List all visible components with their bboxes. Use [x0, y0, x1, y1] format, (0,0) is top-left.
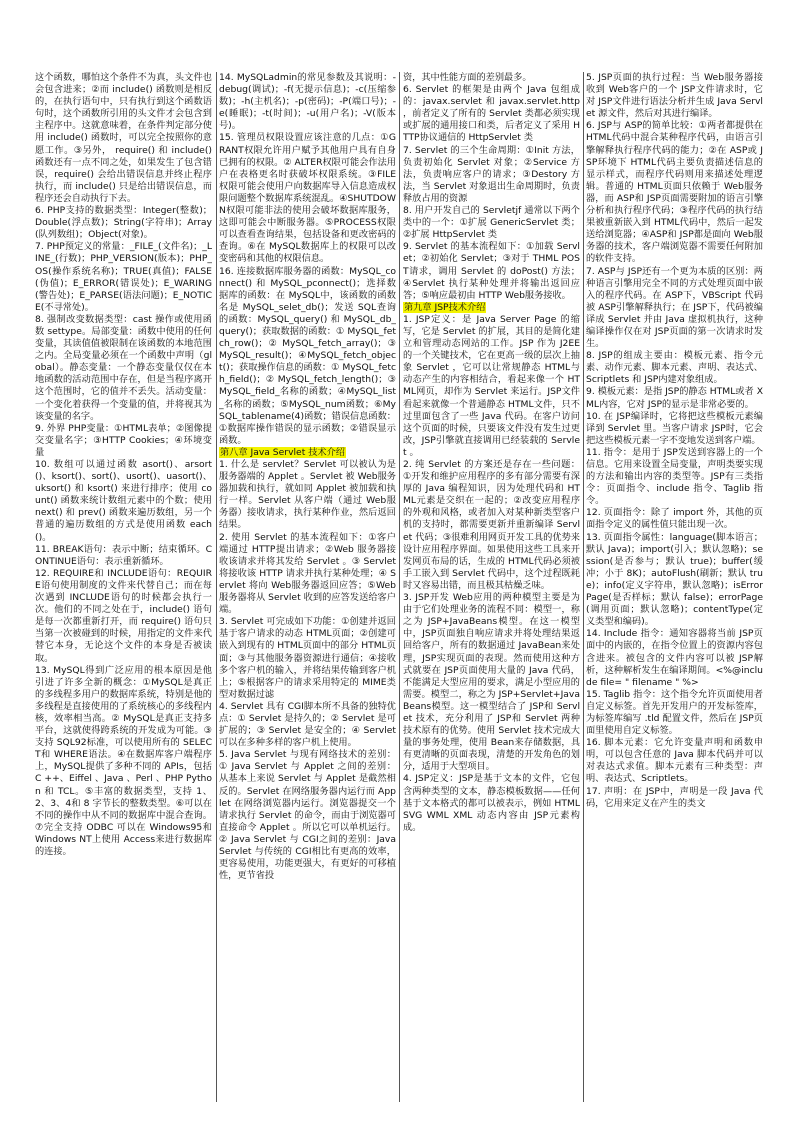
column-divider	[216, 72, 217, 1102]
paragraph: 16. 脚本元素：它允许变量声明和函数申明，可以包含任意的 Java 脚本代码并可以对表达式求值。脚本元素有三种类型：声明、表达式、Scriptlets。	[586, 737, 763, 785]
paragraph: 1. JSP定义：是 Java Server Page 的缩写，它是 Servlet 的扩展，其目的是简化建立和管理动态网站的工作。JSP 作为 J2EE的一个关键技术，它在更高一级的层次上抽象 Servlet ，它可以让常规静态 HTML与动态产生的内容相结合，看起来像一个 HTML网页，却作为 Servlet 来运行。JSP文件看起来就像一个普通静态 HTML文件，只不过里面包含了一些 Java 代码。在客户访问这个页面的时候，只要该文件没有发生过更改，JSP引擎就直接调用已经装载的 Servlet 。	[403, 313, 580, 458]
paragraph: 资，其中性能方面的差别最多。	[403, 72, 532, 83]
paragraph: 10. 数组可以通过函数 asort()、arsort()、ksort()、sort()、usort()、uasort()、uksort() 和 ksort() 来进行排序；使用 count() 函数来统计数组元素中的个数；使用 next() 和 prev() 函数来遍历数组，另一个普通的遍历数组的方式是使用函数 each()。	[35, 459, 212, 543]
paragraph: 14. Include 指令：通知容器将当前 JSP页面中的内嵌的，在指令位置上的资源内容包含进来。被包含的文件内容可以被 JSP解析，这种解析发生在编译期间。<%@include file= " filename " %>	[586, 628, 763, 688]
paragraph: 11. 指令：是用于 JSP发送到容器上的一个信息。它用来设置全局变量，声明类要实现的方法和输出内容的类型等。JSP有三类指令：页面指令、include 指令、Taglib 指令。	[586, 446, 763, 507]
paragraph: 7. Servlet 的三个生命周期：①Init 方法，负责初始化 Servlet 对象；②Service 方法，负责响应客户的请求；③Destory 方法，当 Servlet 对象退出生命周期时，负责释放占用的资源	[403, 144, 580, 204]
paragraph: 14. MySQLadmin的常见参数及其说明：-debug(调试)；-f(无提示信息)；-c(压缩参数)；-h(主机名)；-p(密码)；-P(端口号)；-e(睡眠)；-t(时间)；-u(用户名)；-V(版本号)。	[219, 72, 396, 132]
paragraph: 15. Taglib 指令：这个指令允许页面使用者自定义标签。首先开发用户的开发标签库，为标签库编写 .tld 配置文件，然后在 JSP页面里使用自定义标签。	[586, 688, 763, 737]
paragraph: 3. Servlet 可完成如下功能：①创建并返回基于客户请求的动态 HTML页面；②创建可嵌入到现有的 HTML页面中的部分 HTML页面；③与其他服务器资源进行通信；④接收多个客户机的输入，并将结果传输到客户机上；⑤根据客户的请求采用特定的 MIME类型对数据过滤	[219, 616, 396, 700]
paragraph: 17. 声明：在 JSP中，声明是一段 Java 代码，它用来定义在产生的类文	[586, 785, 763, 809]
paragraph: 6. PHP支持的数据类型：Integer(整数)；Double(浮点数)；String(字符串)；Array(队列数组)；Object(对象)。	[35, 205, 212, 241]
paragraph: 2. 纯 Servlet 的方案还是存在一些问题：①开发和维护应用程序的多有部分需要有深厚的 Java 编程知识，因为处理代码和 HTML元素是交织在一起的；②改变应用程序的外观和风格，或者加入对某种新类型客户机的支持时，都需要更新并重新编译 Servlet 代码；③很难利用网页开发工具的优势来设计应用程序界面。如果使用这些工具来开发网页布局的话，生成的 HTML代码必须被手工嵌入到 Servlet 代码中，这个过程既耗时又容易出错，而且极其枯燥乏味。	[403, 459, 580, 591]
paragraph: 3. JSP开发 Web应用的两种模型主要是为由于它们处理业务的流程不同：模型一，称之为 JSP+JavaBeans模型。在这一模型中，JSP页面独自响应请求并将处理结果返回给客户，所有的数据通过 JavaBean来处理，JSP实现页面的表现。然而使用这种方式就要在 JSP页面使用大量的 Java 代码，不能满足大型应用的要求，满足小型应用的需要。模型二，称之为 JSP+Servlet+JavaBeans模型。这一模型结合了 JSP和 Servlet 技术，充分利用了 JSP和 Servlet 两种技术原有的优势。使用 Servlet 技术完成大量的事务处理，使用 Bean来存储数据，具有更清晰的页面表现，清楚的开发角色的划分，适用于大型项目。	[403, 592, 580, 773]
paragraph: 6. Servlet 的框架是由两个 Java 包组成的：javax.servlet 和 javax.servlet.http ，前者定义了所有的 Servlet 类都必须实现或扩展的通用接口和类，后者定义了采用 HTTP协议通信的 HttpServlet 类	[403, 84, 580, 144]
paragraph: 12. 页面指令：除了 import 外，其他的页面指令定义的属性值只能出现一次。	[586, 507, 763, 531]
paragraph: 7. ASP与 JSP还有一个更为本质的区别：两种语言引擎用完全不同的方式处理页面中嵌入的程序代码。在 ASP下，VBScript 代码被 ASP引擎解释执行；在 JSP下，代码被编译成 Servlet 并由 Java 虚拟机执行，这种编译操作仅在对 JSP页面的第一次请求时发生。	[586, 265, 763, 350]
paragraph: 9. 外界 PHP变量：①HTML表单；②图像提交变量名字；③HTTP Cookies；④环境变量	[35, 422, 212, 458]
section-heading: 第八章 Java Servlet 技术介绍	[220, 446, 345, 458]
paragraph: 8. 强制改变数据类型：cast 操作或使用函数 settype。局部变量：函数中使用的任何变量，其读值值被限制在该函数的本地范围之内。全局变量必须在一个函数中声明（global）。静态变量：一个静态变量仅仅在本地函数的活动范围中存在，但是当程序离开这个范围时，它的值并不丢失。活动变量：一个变化着获得一个变量的值，并将视其为该变量的名字。	[35, 313, 212, 422]
paragraph: 7. PHP预定义的常量：_FILE_(文件名)；_LINE_(行数)；PHP_VERSION(版本)；PHP_OS(操作系统名称)；TRUE(真值)；FALSE(伪值)；E_ERROR(错误处)；E_WARING(警告处)；E_PARSE(语法问题)；E_NOTICE(不寻常处)。	[35, 241, 212, 313]
paragraph: 4. JSP定义：JSP是基于文本的文件，它包含两种类型的文本，静态模板数据——任何基于文本格式的都可以被表示，例如 HTML SVG WML XML 动态内容由 JSP元素构成。	[403, 773, 580, 833]
paragraph: 13. 页面指令属性：language(脚本语言；默认 Java)；import(引入；默认忽略)；session(是否参与；默认 true)；buffer(缓冲；小于 8K)；autoFlush(刷新；默认 true)；info(定义字符串，默认忽略)；isErrorPage(是否样标；默认 false)；errorPage(调用页面；默认忽略)；contentType(定义类型和编码)。	[586, 531, 763, 628]
column-1	[35, 72, 212, 1112]
paragraph: 4. Servlet 具有 CGI脚本所不具备的独特优点：① Servlet 是持久的；② Servlet 是可扩展的；③ Servlet 是安全的；④ Servlet 可以在多种多样的客户机上使用。	[219, 700, 396, 749]
paragraph: 5. JSP页面的执行过程：当 Web服务器接收到 Web客户的一个 JSP文件请求时，它对 JSP文件进行语法分析并生成 Java Servlet 源文件，然后对其进行编译。	[586, 72, 763, 120]
column-divider	[583, 72, 584, 1102]
paragraph: 12. REQUIRE和 INCLUDE语句：REQUIRE语句使用制度的文件来代替自己；而在每次遇到 INCLUDE语句的时候都会执行一次。他们的不同之处在于，include() 语句是每一次都重新打开，而 require() 语句只当第一次被碰到的时候，用指定的文件来代替它本身，无论这个文件的本身是否被读取。	[35, 567, 212, 664]
column-divider	[399, 72, 400, 1102]
paragraph: 10. 在 JSP编译时，它将把这些模板元素编译到 Servlet 里。当客户请求 JSP时，它会把这些模板元素一字不变地发送到客户端。	[586, 410, 763, 446]
paragraph: 11. BREAK语句：表示中断；结束循环。CONTINUE语句：表示重新循环。	[35, 543, 212, 567]
column-2	[219, 72, 396, 1112]
column-4	[586, 72, 763, 1112]
section-heading: 第九章 JSP技术介绍	[404, 301, 486, 313]
paragraph: 15. 管理员权限设置应该注意的几点：①GRANT权限允许用户赋予其他用户具有自身已拥有的权限。② ALTER权限可能会作法用户在表格更名时获破坏权限系统。③FILE 权限可能会使用户向数据库导入信息造成权限问题整个数据库系统混乱。④SHUTDOWN权限可能非法的使用会破坏数据库服务，这即可能会中断服务器。⑤PROCESS权限可以查看查询结果，包括设备和更改密码的查询。⑥在 MySQL数据库上的权限可以改变密码和其他的权限信息。	[219, 132, 396, 265]
column-3	[403, 72, 580, 1112]
paragraph: 9. 模板元素：是指 JSP的静态 HTML或者 XML内容，它对 JSP的显示是非常必要的。	[586, 386, 763, 410]
paragraph: 9. Servlet 的基本流程如下：①加载 Servlet；②初始化 Servlet；③对于 THML POST请求，调用 Servlet 的 doPost() 方法；④Servlet 执行某种处理并将输出返回应答；⑤响应最初由 HTTP Web服务接收。	[403, 241, 580, 301]
paragraph: 这个函数，哪怕这个条件不为真，头文件也会包含进来；②而 include() 函数则是相反的，在执行语句中，只有执行到这个函数语句时，这个函数所引用的头文件才会包含到主程序中。这就意味着，在条件判定部分使用 include() 函数时，可以完全按照你的意愿工作。③另外， require() 和 include() 函数还有一点不同之处，如果发生了包含错误，require() 会给出错误信息并终止程序执行，而 include() 只是给出错误信息，而程序还会自动执行下去。	[35, 72, 212, 204]
paragraph: 13. MySQL得到广泛应用的根本原因是他引进了许多全新的概念：①MySQL是真正的多线程多用户的数据库系统，特别是他的多线程是直接使用的了系统核心的多线程内核，效率相当高。② MySQL是真正支持多平台，这就使得跨系统的开发成为可能。③支持 SQL92标准，可以使用所有的 SELECT和 WHERE语法。④在数据库客户端程序上，MySQL提供了多种不同的 APIs，包括 C ++、Eiffel 、Java 、Perl 、PHP Python 和 TCL。⑤丰富的数据类型，支持 1、2、3、4和 8 字节长的整数类型。⑥可以在不同的操作中从不同的数据库中混合查询。⑦完全支持 ODBC 可以在 Windows95和 Windows NT上使用 Access来进行数据库的连接。	[35, 664, 212, 857]
paragraph: 5. Java Servlet 与现有网络技术的差别：① Java Servlet 与 Applet 之间的差别：从基本上来说 Servlet 与 Applet 是截然相反的。Servlet 在网络服务器内运行而 Applet 在网络浏览器内运行。浏览器提交一个请求执行 Servlet 的命令，而由于浏览器可直接命令 Applet 。所以它可以单机运行。② Java Servlet 与 CGI之间的差别：Java Servlet 与传统的 CGI相比有更高的效率，更容易使用，功能更强大，有更好的可移植性，更节省投	[219, 749, 396, 882]
paragraph: 6. JSP与 ASP的简单比较：①两者都提供在 HTML代码中混合某种程序代码，由语言引擎解释执行程序代码的能力；②在 ASP或 JSP环境下 HTML代码主要负责描述信息的显示样式，而程序代码则用来描述处理逻辑。普通的 HTML页面只依赖于 Web服务器，而 ASP和 JSP页面需要附加的语言引擎分析和执行程序代码；③程序代码的执行结果被重新嵌入到 HTML代码中，然后一起发送给浏览器；④ASP和 JSP都是面向 Web服务器的技术，客户端浏览器不需要任何附加的软件支持。	[586, 120, 763, 265]
paragraph: 16. 连接数据库服务器的函数：MySQL_connect() 和 MySQL_pconnect()；选择数据库的函数：在 MySQL中，该函数的函数名是 MySQL_selet_db()；发送 SQL查询的函数：MySQL_query() 和 MySQL_db_query()；获取数据的函数：① MySQL_fetch_row()；② MySQL_fetch_array()；③MySQL_result()；④MySQL_fetch_object()；获取操作信息的函数：① MySQL_fetch_field()；② MySQL_fetch_length()；③MySQL_field_名称的函数；④MySQL_list_名称的函数；⑤MySQL_num函数；⑥MySQL_tablename(4)函数；错误信息函数：①数据库操作错误的显示函数；②错误显示函数。	[219, 265, 396, 446]
paragraph: 8. JSP的组成主要由：模板元素、指令元素、动作元素、脚本元素、声明、表达式、Scriptlets 和 JSP内建对象组成。	[586, 350, 763, 386]
paragraph: 2. 使用 Servlet 的基本流程如下：①客户端通过 HTTP提出请求；②Web 服务器接收该请求并将其发给 Servlet 。③ Servlet 将接收该 HTTP 请求并执行某种处理；④ Servlet 将向 Web服务器返回应答；⑤Web服务器将从 Servlet 收到的应答发送给客户端。	[219, 531, 396, 616]
paragraph: 8. 用户开发自己的 Servletjf 通常以下两个类中的一个：①扩展 GenericServlet 类；②扩展 HttpServlet 类	[403, 205, 580, 241]
paragraph: 1. 什么是 servlet？Servlet 可以被认为是服务器端的 Applet 。Servlet 被 Web服务器加载和执行，就如同 Applet 被加载和执行一样。Servlet 从客户端（通过 Web服务器）接收请求，执行某种作业，然后返回结果。	[219, 459, 396, 531]
